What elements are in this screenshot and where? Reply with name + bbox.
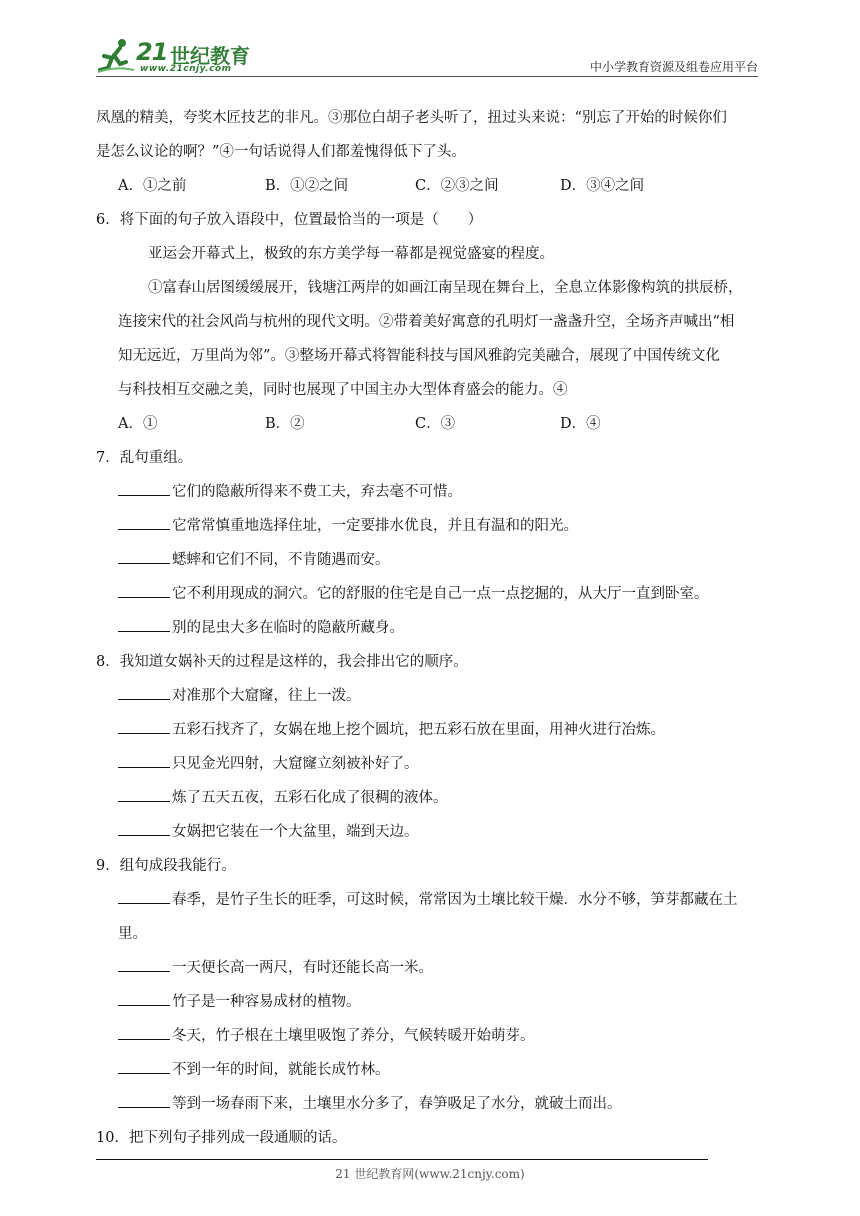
q5-option-b: B．①②之间 [265, 178, 349, 194]
answer-blank[interactable] [118, 1061, 170, 1074]
q9-item-text: 一天便长高一两尺，有时还能长高一米。 [172, 960, 433, 976]
q7-item-text: 蟋蟀和它们不同，不肯随遇而安。 [172, 552, 390, 568]
q5-option-c: C．②③之间 [415, 178, 499, 194]
q8-item [118, 820, 419, 841]
answer-blank[interactable] [118, 959, 170, 972]
q5-option-d: D．③④之间 [560, 178, 645, 194]
logo-chinese-name: 世纪教育 [170, 44, 250, 68]
runner-logo-icon [96, 36, 136, 76]
q7-stem: 7．乱句重组。 [96, 450, 193, 466]
platform-name: 中小学教育资源及组卷应用平台 [589, 60, 758, 74]
q7-item-text: 它常常慎重地选择住址，一定要排水优良，并且有温和的阳光。 [172, 518, 578, 534]
answer-blank[interactable] [118, 585, 170, 598]
answer-blank[interactable] [118, 755, 170, 768]
q7-item [118, 582, 709, 603]
q5-text-line-1: 凤凰的精美，夸奖木匠技艺的非凡。③那位白胡子老头听了，扭过头来说：“别忘了开始的时候你们 [96, 110, 727, 126]
q6-sentence: 亚运会开幕式上，极致的东方美学每一幕都是视觉盛宴的程度。 [148, 246, 554, 262]
q6-option-c: C．③ [415, 416, 456, 432]
q8-stem: 8．我知道女娲补天的过程是这样的，我会排出它的顺序。 [96, 654, 468, 670]
answer-blank[interactable] [118, 1095, 170, 1108]
q9-item-text: 不到一年的时间，就能长成竹林。 [172, 1062, 390, 1078]
q8-item-text: 五彩石找齐了，女娲在地上挖个圆坑，把五彩石放在里面，用神火进行冶炼。 [172, 722, 665, 738]
q9-item [118, 956, 433, 977]
answer-blank[interactable] [118, 687, 170, 700]
q9-item [118, 1058, 390, 1079]
q9-item-text: 春季，是竹子生长的旺季，可这时候，常常因为土壤比较干燥．水分不够，笋芽都藏在土 [172, 892, 738, 908]
q6-paragraph-line-3: 知无远近，万里尚为邻”。③整场开幕式将智能科技与国风雅韵完美融合，展现了中国传统文化 [118, 348, 720, 364]
q6-option-d: D．④ [560, 416, 601, 432]
answer-blank[interactable] [118, 789, 170, 802]
q9-item-text: 冬天，竹子根在土壤里吸饱了养分，气候转暖开始萌芽。 [172, 1028, 535, 1044]
footer-divider [96, 1159, 708, 1160]
answer-blank[interactable] [118, 483, 170, 496]
q6-stem: 6．将下面的句子放入语段中，位置最恰当的一项是（ ） [96, 212, 483, 228]
q9-item [118, 990, 361, 1011]
page-footer: 21 世纪教育网(www.21cnjy.com) [335, 1167, 525, 1181]
q8-item [118, 684, 361, 705]
q6-paragraph-line-1: ①富春山居图缓缓展开，钱塘江两岸的如画江南呈现在舞台上，全息立体影像构筑的拱辰桥， [148, 280, 743, 296]
q5-text-line-2: 是怎么议论的啊？”④一句话说得人们都羞愧得低下了头。 [96, 144, 466, 160]
q10-stem: 10．把下列句子排列成一段通顺的话。 [96, 1130, 347, 1146]
q6-paragraph-line-4: 与科技相互交融之美，同时也展现了中国主办大型体育盛会的能力。④ [118, 382, 568, 398]
q9-item-text: 竹子是一种容易成材的植物。 [172, 994, 361, 1010]
answer-blank[interactable] [118, 891, 170, 904]
q9-item [118, 1024, 535, 1045]
q8-item-text: 对准那个大窟窿，往上一泼。 [172, 688, 361, 704]
answer-blank[interactable] [118, 517, 170, 530]
q8-item-text: 只见金光四射，大窟窿立刻被补好了。 [172, 756, 419, 772]
q8-item [118, 718, 665, 739]
answer-blank[interactable] [118, 823, 170, 836]
logo-number: 21 [136, 38, 168, 66]
q7-item [118, 514, 578, 535]
answer-blank[interactable] [118, 551, 170, 564]
q9-item-continuation: 里。 [118, 926, 147, 942]
q9-stem: 9．组句成段我能行。 [96, 858, 236, 874]
answer-blank[interactable] [118, 721, 170, 734]
q7-item-text: 它们的隐蔽所得来不费工夫，弃去毫不可惜。 [172, 484, 462, 500]
q7-item-text: 它不利用现成的洞穴。它的舒服的住宅是自己一点一点挖掘的，从大厅一直到卧室。 [172, 586, 709, 602]
q9-item-text: 等到一场春雨下来，土壤里水分多了，春笋吸足了水分，就破土而出。 [172, 1096, 622, 1112]
q7-item [118, 480, 462, 501]
q9-item [118, 1092, 622, 1113]
q7-item [118, 616, 404, 637]
q6-paragraph-line-2: 连接宋代的社会风尚与杭州的现代文明。②带着美好寓意的孔明灯一盏盏升空，全场齐声喊出“相 [118, 314, 735, 330]
page-header [96, 34, 758, 80]
q8-item [118, 786, 448, 807]
site-logo [96, 34, 266, 78]
q8-item-text: 炼了五天五夜，五彩石化成了很稠的液体。 [172, 790, 448, 806]
q5-option-a: A．①之前 [118, 178, 187, 194]
answer-blank[interactable] [118, 1027, 170, 1040]
header-divider [96, 76, 758, 77]
q7-item-text: 别的昆虫大多在临时的隐蔽所藏身。 [172, 620, 404, 636]
answer-blank[interactable] [118, 993, 170, 1006]
q9-item [118, 888, 738, 909]
q6-option-b: B．② [265, 416, 305, 432]
q8-item [118, 752, 419, 773]
q6-option-a: A．① [118, 416, 158, 432]
logo-url: www.21cnjy.com [140, 64, 232, 74]
q8-item-text: 女娲把它装在一个大盆里，端到天边。 [172, 824, 419, 840]
q7-item [118, 548, 390, 569]
answer-blank[interactable] [118, 619, 170, 632]
